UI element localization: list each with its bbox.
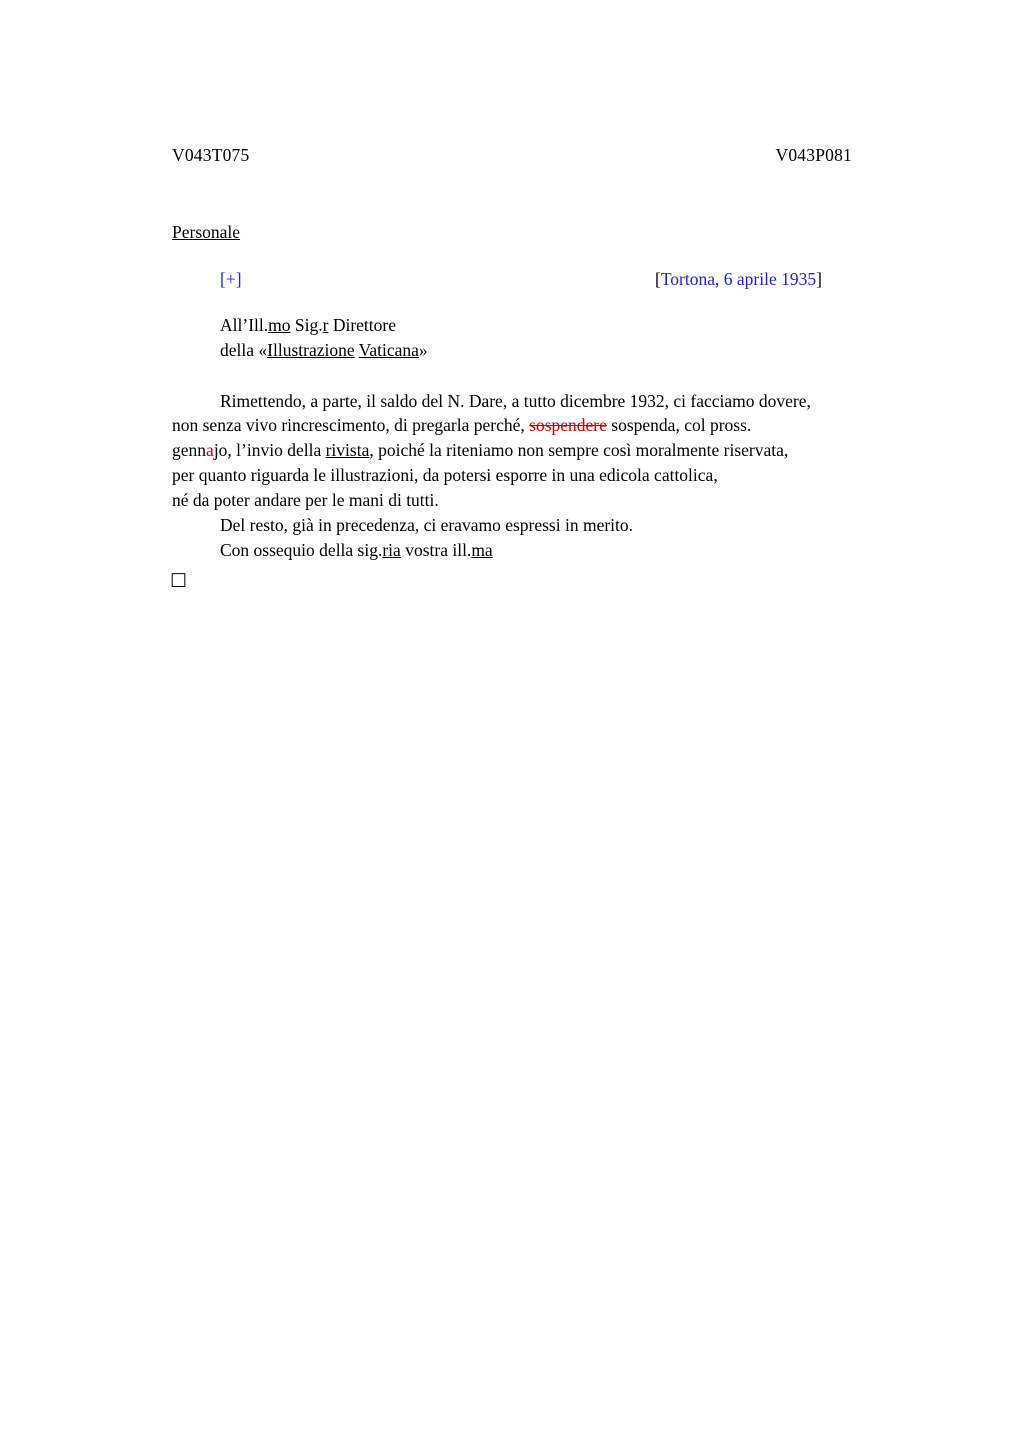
paragraph-1-line-5: né da poter andare per le mani di tutti. bbox=[172, 489, 439, 510]
place-date bbox=[655, 267, 822, 292]
end-of-document-marker: ☐ bbox=[170, 571, 188, 593]
journal-name-word2: Vaticana bbox=[358, 339, 419, 360]
marker-and-date-row bbox=[172, 267, 912, 293]
paragraph-1-line-1-text: Rimettendo, a parte, il saldo del N. Dare, a tutto dicembre 1932, ci facciamo dovere, bbox=[220, 390, 811, 411]
place-date-text: Tortona, 6 aprile 1935 bbox=[660, 268, 817, 289]
abbrev-ria: ria bbox=[382, 539, 401, 560]
paragraph-1-line-2-part1: non senza vivo rincrescimento, di pregarla perché, bbox=[172, 415, 530, 436]
addressee-line1-part3: Direttore bbox=[328, 314, 396, 335]
paragraph-1-line-3-part2: jo, l’invio della bbox=[213, 440, 326, 461]
place-date-close-bracket: ] bbox=[816, 268, 822, 289]
paragraph-1-line-3 bbox=[172, 438, 912, 463]
addressee-line1-abbrev-mo: mo bbox=[268, 314, 291, 335]
edited-letter-a: a bbox=[206, 440, 214, 461]
header-right-code: V043P081 bbox=[775, 145, 852, 165]
addressee-line2-part1: della « bbox=[220, 339, 268, 360]
paragraph-3-part1: Con ossequio della sig. bbox=[220, 539, 383, 560]
paragraph-1-line-2-part2: sospenda, col pross. bbox=[606, 415, 752, 436]
addressee-line-2 bbox=[220, 338, 912, 363]
addressee-line1-abbrev-r: r bbox=[322, 314, 329, 335]
header-left-code: V043T075 bbox=[172, 145, 250, 165]
paragraph-1-line-1 bbox=[172, 389, 912, 414]
place-date-open-bracket: [ bbox=[655, 268, 661, 289]
paragraph-3-part2: vostra ill. bbox=[400, 539, 472, 560]
paragraph-1-line-3-part3: , poiché la riteniamo non sempre così moralmente riservata, bbox=[369, 440, 789, 461]
addressee-block bbox=[220, 313, 912, 363]
page-header bbox=[172, 145, 852, 166]
abbrev-ma: ma bbox=[471, 539, 493, 560]
addressee-line1-part1: All’Ill. bbox=[220, 314, 269, 335]
addressee-line1-part2: Sig. bbox=[290, 314, 323, 335]
addressee-line-1 bbox=[220, 313, 912, 338]
label-personale: Personale bbox=[172, 222, 241, 242]
letter-body bbox=[172, 220, 912, 591]
paragraph-1-line-2 bbox=[172, 413, 912, 438]
paragraph-3 bbox=[220, 538, 912, 563]
addressee-line2-part2: » bbox=[418, 339, 428, 360]
paragraph-1 bbox=[172, 389, 912, 513]
underlined-word-rivista: rivista bbox=[325, 440, 370, 461]
insertion-marker: [+] bbox=[220, 268, 242, 289]
paragraph-1-line-4: per quanto riguarda le illustrazioni, da potersi esporre in una edicola cattolica, bbox=[172, 465, 718, 486]
paragraph-2: Del resto, già in precedenza, ci eravamo espressi in merito. bbox=[220, 514, 634, 535]
journal-name-word1: Illustrazione bbox=[267, 339, 355, 360]
struck-word-sospendere: sospendere bbox=[529, 415, 607, 436]
paragraph-1-line-3-part1: genn bbox=[172, 440, 207, 461]
